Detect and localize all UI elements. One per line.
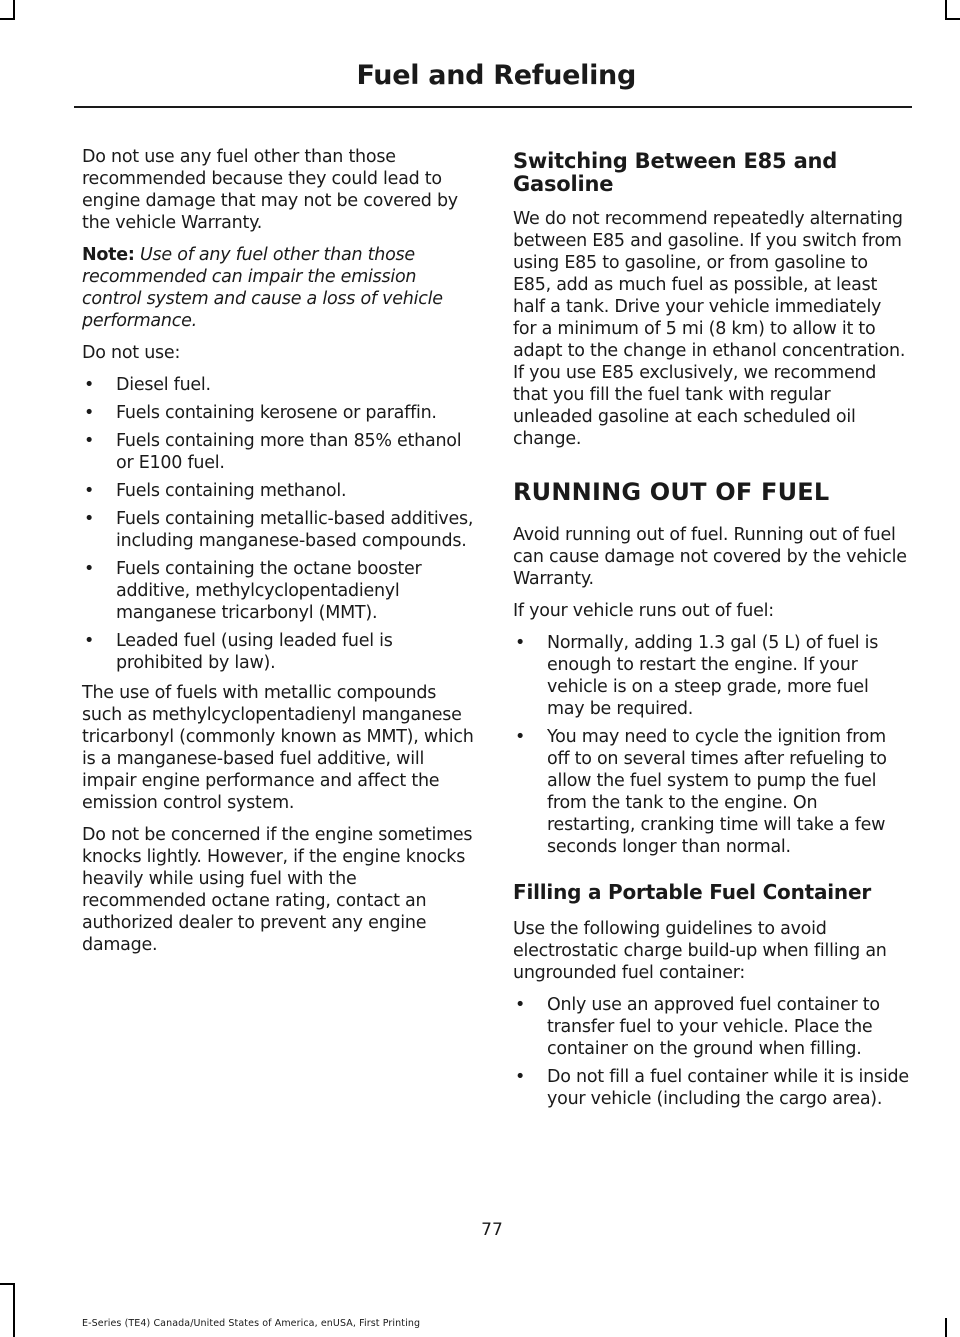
list-item-text: Fuels containing metallic-based additives, including manganese-based compounds. <box>116 509 474 551</box>
bullet-glyph: • <box>84 431 95 451</box>
fuel-warning-paragraph: Do not use any fuel other than those recommended because they could lead to engine damage that may not be covered by the vehicle Warranty. <box>82 147 458 233</box>
list-item <box>82 374 478 396</box>
left-column <box>82 146 478 966</box>
list-item <box>513 632 909 720</box>
list-item <box>82 480 478 502</box>
switching-heading: Switching Between E85 and Gasoline <box>513 149 838 196</box>
runs-out-intro: If your vehicle runs out of fuel: <box>513 601 774 621</box>
list-item <box>82 430 478 474</box>
portable-container-paragraph: Use the following guidelines to avoid electrostatic charge build-up when filling an ungrounded fuel container: <box>513 919 887 983</box>
list-item-text: Do not fill a fuel container while it is inside your vehicle (including the cargo area). <box>547 1067 909 1109</box>
edition-footer: E-Series (TE4) Canada/United States of America, enUSA, First Printing <box>82 1318 421 1329</box>
list-item <box>82 508 478 552</box>
bullet-glyph: • <box>84 375 95 395</box>
note-label: Note: <box>82 245 135 265</box>
running-out-heading: RUNNING OUT OF FUEL <box>513 478 830 506</box>
bullet-glyph: • <box>84 509 95 529</box>
list-item <box>513 1066 909 1110</box>
portable-container-heading: Filling a Portable Fuel Container <box>513 880 871 904</box>
crop-mark <box>945 1318 947 1337</box>
crop-mark <box>0 18 15 20</box>
crop-mark <box>13 0 15 20</box>
list-item-text: You may need to cycle the ignition from off to on several times after refueling to allow the fuel system to pump the fuel from the tank to the engine. On restarting, cranking time will take a few seconds longer than normal. <box>547 727 887 857</box>
list-item <box>82 630 478 674</box>
list-item-text: Diesel fuel. <box>116 375 211 395</box>
crop-mark <box>13 1283 15 1337</box>
crop-mark <box>945 0 947 20</box>
list-item-text: Normally, adding 1.3 gal (5 L) of fuel is enough to restart the engine. If your vehicle is on a steep grade, more fuel may be required. <box>547 633 879 719</box>
page-title: Fuel and Refueling <box>356 60 636 91</box>
page-number: 77 <box>481 1220 503 1240</box>
crop-mark <box>0 1283 15 1285</box>
list-item-text: Fuels containing more than 85% ethanol or E100 fuel. <box>116 431 462 473</box>
bullet-glyph: • <box>515 633 526 653</box>
metallic-compounds-paragraph: The use of fuels with metallic compounds such as methylcyclopentadienyl manganese tricarbonyl (commonly known as MMT), which is a manganese-based fuel additive, will impair engine performance and affect the emission control system. <box>82 683 474 813</box>
bullet-glyph: • <box>84 403 95 423</box>
engine-knock-paragraph: Do not be concerned if the engine sometimes knocks lightly. However, if the engine knocks heavily while using fuel with the recommended octane rating, contact an authorized dealer to prevent any engine damage. <box>82 825 473 955</box>
list-item <box>513 994 909 1060</box>
note-paragraph <box>82 244 478 332</box>
portable-container-list <box>513 994 909 1110</box>
bullet-glyph: • <box>515 995 526 1015</box>
bullet-glyph: • <box>84 559 95 579</box>
right-column <box>513 146 909 1118</box>
do-not-use-list <box>82 374 478 674</box>
list-item-text: Fuels containing kerosene or paraffin. <box>116 403 437 423</box>
bullet-glyph: • <box>515 1067 526 1087</box>
list-item-text: Fuels containing methanol. <box>116 481 347 501</box>
header-rule <box>74 106 912 108</box>
running-out-list <box>513 632 909 858</box>
crop-mark <box>945 18 960 20</box>
bullet-glyph: • <box>515 727 526 747</box>
do-not-use-intro: Do not use: <box>82 343 181 363</box>
switching-paragraph: We do not recommend repeatedly alternating between E85 and gasoline. If you switch from using E85 to gasoline, or from gasoline to E85, add as much fuel as possible, at least half a tank. Drive your vehicle immediately for a minimum of 5 mi (8 km) to allow it to adapt to the change in ethanol concentration. If you use E85 exclusively, we recommend that you fill the fuel tank with regular unleaded gasoline at each scheduled oil change. <box>513 209 906 449</box>
bullet-glyph: • <box>84 481 95 501</box>
list-item-text: Leaded fuel (using leaded fuel is prohibited by law). <box>116 631 393 673</box>
list-item-text: Only use an approved fuel container to transfer fuel to your vehicle. Place the container on the ground when filling. <box>547 995 880 1059</box>
note-text: Use of any fuel other than those recommended can impair the emission control system and cause a loss of vehicle performance. <box>82 245 443 331</box>
list-item <box>513 726 909 858</box>
running-out-paragraph: Avoid running out of fuel. Running out of fuel can cause damage not covered by the vehicle Warranty. <box>513 525 907 589</box>
list-item-text: Fuels containing the octane booster additive, methylcyclopentadienyl manganese tricarbonyl (MMT). <box>116 559 422 623</box>
list-item <box>82 402 478 424</box>
bullet-glyph: • <box>84 631 95 651</box>
list-item <box>82 558 478 624</box>
